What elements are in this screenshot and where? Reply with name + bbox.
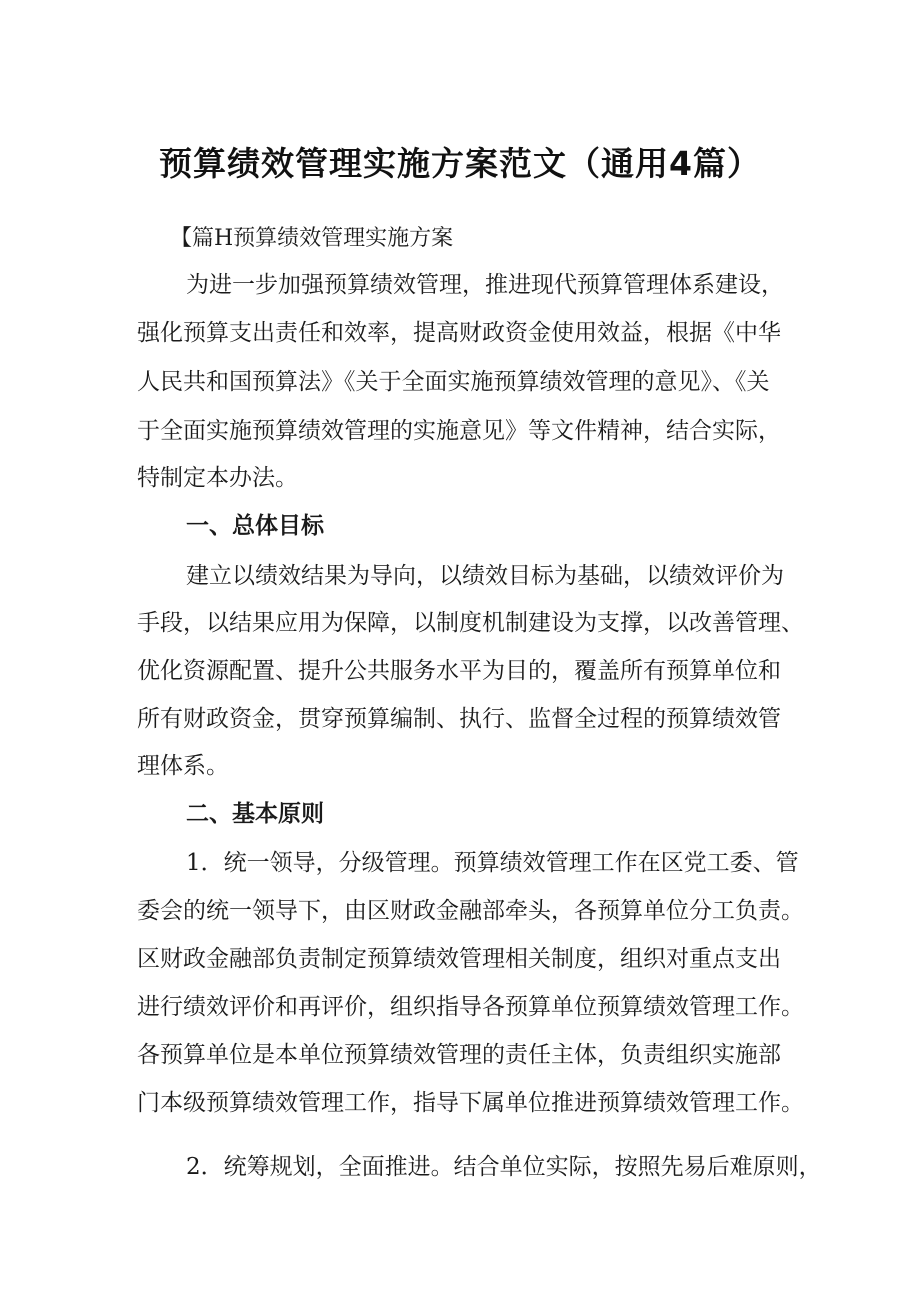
- paragraph-line: 委会的统一领导下，由区财政金融部牵头，各预算单位分工负责。: [137, 898, 804, 924]
- document-subtitle: 【篇H预算绩效管理实施方案: [170, 226, 454, 251]
- section-heading-basic-principles: 二、基本原则: [186, 801, 324, 827]
- paragraph-line: 为进一步加强预算绩效管理，推进现代预算管理体系建设，: [186, 272, 784, 298]
- paragraph-line: 手段，以结果应用为保障，以制度机制建设为支撑，以改善管理、: [137, 610, 804, 636]
- paragraph-line: 优化资源配置、提升公共服务水平为目的，覆盖所有预算单位和: [137, 658, 781, 684]
- paragraph-line: 各预算单位是本单位预算绩效管理的责任主体，负责组织实施部: [137, 1042, 781, 1068]
- paragraph-line: 1．统一领导，分级管理。预算绩效管理工作在区党工委、管: [186, 850, 799, 876]
- section-heading-overall-goal: 一、总体目标: [186, 513, 324, 539]
- paragraph-line: 于全面实施预算绩效管理的实施意见》等文件精神，结合实际，: [137, 418, 781, 444]
- paragraph-line: 所有财政资金，贯穿预算编制、执行、监督全过程的预算绩效管: [137, 706, 781, 732]
- paragraph-line: 人民共和国预算法》《关于全面实施预算绩效管理的意见》、《关: [137, 369, 770, 395]
- paragraph-line: 区财政金融部负责制定预算绩效管理相关制度，组织对重点支出: [137, 946, 781, 972]
- paragraph-line: 门本级预算绩效管理工作，指导下属单位推进预算绩效管理工作。: [137, 1090, 804, 1116]
- paragraph-line: 建立以绩效结果为导向，以绩效目标为基础，以绩效评价为: [186, 563, 784, 589]
- paragraph-line: 强化预算支出责任和效率，提高财政资金使用效益，根据《中华: [137, 320, 781, 346]
- paragraph-line: 2．统筹规划，全面推进。结合单位实际，按照先易后难原则，: [186, 1154, 822, 1180]
- paragraph-line: 理体系。: [137, 753, 229, 779]
- paragraph-line: 进行绩效评价和再评价，组织指导各预算单位预算绩效管理工作。: [137, 994, 804, 1020]
- paragraph-line: 特制定本办法。: [137, 465, 298, 491]
- document-title: 预算绩效管理实施方案范文（通用4篇）: [159, 144, 761, 183]
